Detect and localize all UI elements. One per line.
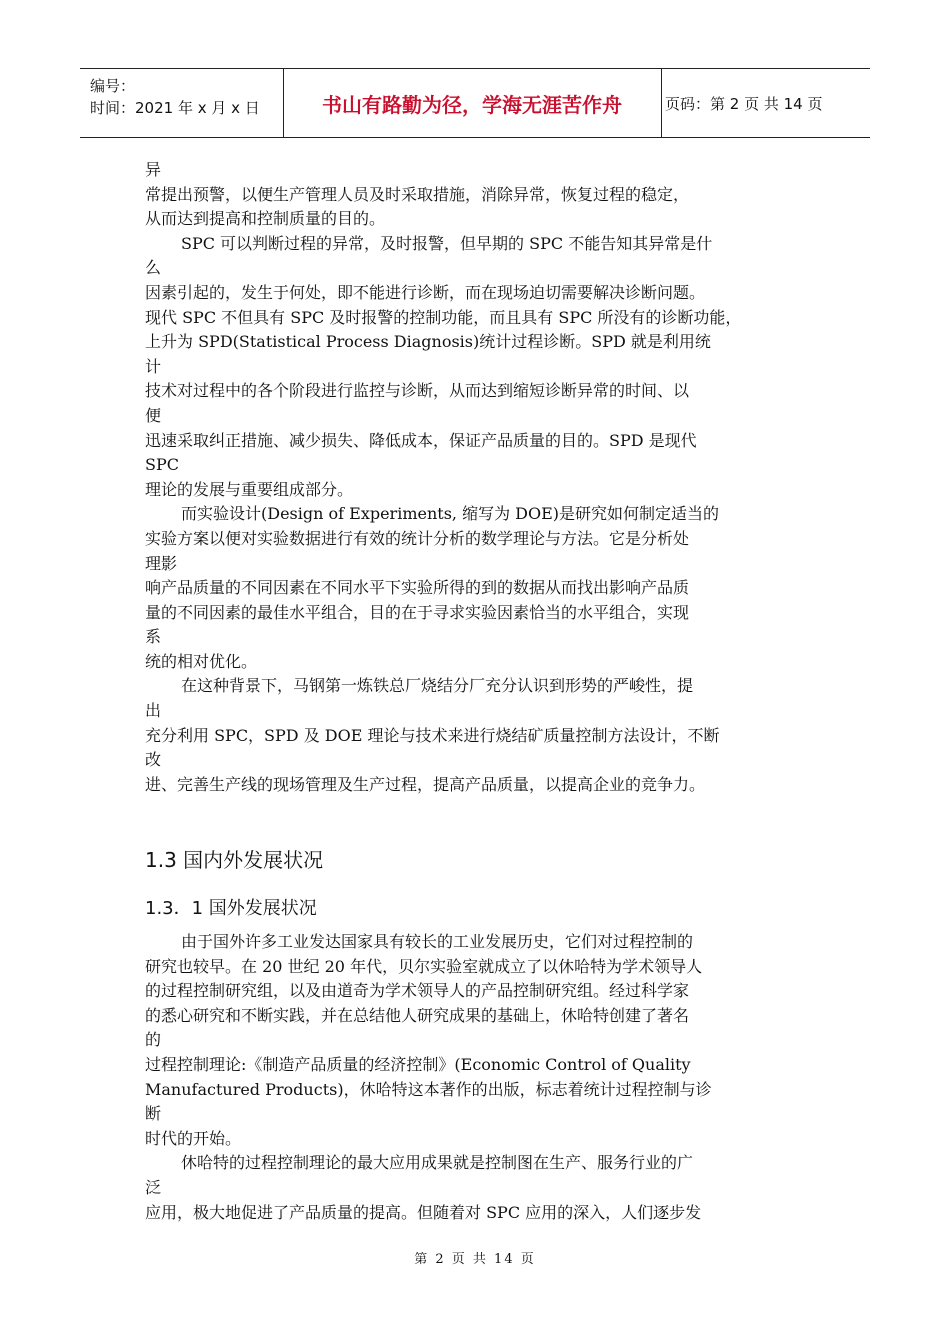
text-line: 而实验设计(Design of Experiments, 缩写为 DOE)是研究如何制定适当的 [181, 504, 720, 524]
text-line: 进、完善生产线的现场管理及生产过程，提高产品质量，以提高企业的竞争力。 [145, 774, 706, 794]
text-line: 响产品质量的不同因素在不同水平下实验所得的到的数据从而找出影响产品质 [145, 578, 690, 598]
text-line: 理论的发展与重要组成部分。 [145, 479, 354, 499]
text-line: 计 [145, 356, 162, 376]
text-line: 休哈特的过程控制理论的最大应用成果就是控制图在生产、服务行业的广 [181, 1153, 694, 1173]
text-line: SPC 可以判断过程的异常，及时报警，但早期的 SPC 不能告知其异常是什 [181, 233, 713, 253]
text-line: 常提出预警，以便生产管理人员及时采取措施，消除异常，恢复过程的稳定， [145, 184, 690, 204]
text-line: SPC [145, 455, 179, 475]
header-meta [90, 75, 260, 119]
number-label: 编号： [90, 77, 136, 95]
text-line: 过程控制理论:《制造产品质量的经济控制》(Economic Control of Quality [145, 1054, 691, 1074]
body-text-block-2 [145, 930, 805, 1225]
text-line: 便 [145, 405, 162, 425]
text-line: 量的不同因素的最佳水平组合，目的在于寻求实验因素恰当的水平组合，实现 [145, 602, 690, 622]
section-heading-1-3: 1.3 国内外发展状况 [145, 848, 324, 872]
page-number-label: 页码：第 2 页 共 14 页 [665, 95, 823, 113]
text-line: 出 [145, 701, 162, 721]
header-divider [661, 69, 662, 137]
body-text-block-1 [145, 158, 805, 797]
text-line: 应用，极大地促进了产品质量的提高。但随着对 SPC 应用的深入，人们逐步发 [145, 1202, 702, 1222]
text-line: 的悉心研究和不断实践，并在总结他人研究成果的基础上，休哈特创建了著名 [145, 1005, 690, 1025]
section-heading-1-3-1: 1.3．1 国外发展状况 [145, 898, 317, 919]
text-line: 异 [145, 160, 162, 179]
text-line: 么 [145, 258, 162, 278]
text-line: 研究也较早。在 20 世纪 20 年代，贝尔实验室就成立了以休哈特为学术领导人 [145, 956, 703, 976]
text-line: 时代的开始。 [145, 1128, 242, 1148]
text-line: 实验方案以便对实验数据进行有效的统计分析的数学理论与方法。它是分析处 [145, 528, 690, 548]
text-line: 由于国外许多工业发达国家具有较长的工业发展历史，它们对过程控制的 [181, 932, 694, 951]
text-line: 理影 [145, 553, 178, 573]
text-line: 技术对过程中的各个阶段进行监控与诊断，从而达到缩短诊断异常的时间、以 [145, 381, 690, 401]
text-line: 系 [145, 627, 162, 647]
text-line: 上升为 SPD(Statistical Process Diagnosis)统计过程诊断。SPD 就是利用统 [145, 332, 711, 352]
text-line: 断 [145, 1104, 162, 1124]
text-line: 现代 SPC 不但具有 SPC 及时报警的控制功能，而且具有 SPC 所没有的诊断功能， [145, 307, 742, 327]
page-header [80, 68, 870, 138]
text-line: 从而达到提高和控制质量的目的。 [145, 209, 386, 229]
text-line: 统的相对优化。 [145, 651, 258, 671]
time-label: 时间：2021 年 x 月 x 日 [90, 99, 260, 117]
text-line: 的 [145, 1030, 162, 1050]
text-line: 因素引起的，发生于何处，即不能进行诊断，而在现场迫切需要解决诊断问题。 [145, 282, 706, 302]
text-line: 迅速采取纠正措施、减少损失、降低成本，保证产品质量的目的。SPD 是现代 [145, 430, 697, 450]
text-line: Manufactured Products)，休哈特这本著作的出版，标志着统计过程控制与诊 [145, 1079, 712, 1099]
text-line: 充分利用 SPC，SPD 及 DOE 理论与技术来进行烧结矿质量控制方法设计，不断 [145, 725, 720, 745]
header-motto: 书山有路勤为径，学海无涯苦作舟 [322, 92, 622, 117]
text-line: 改 [145, 750, 162, 770]
text-line: 的过程控制研究组，以及由道奇为学术领导人的产品控制研究组。经过科学家 [145, 981, 690, 1001]
text-line: 在这种背景下，马钢第一炼铁总厂烧结分厂充分认识到形势的严峻性，提 [181, 676, 694, 696]
page-footer: 第 2 页 共 14 页 [414, 1252, 536, 1267]
text-line: 泛 [145, 1177, 162, 1197]
